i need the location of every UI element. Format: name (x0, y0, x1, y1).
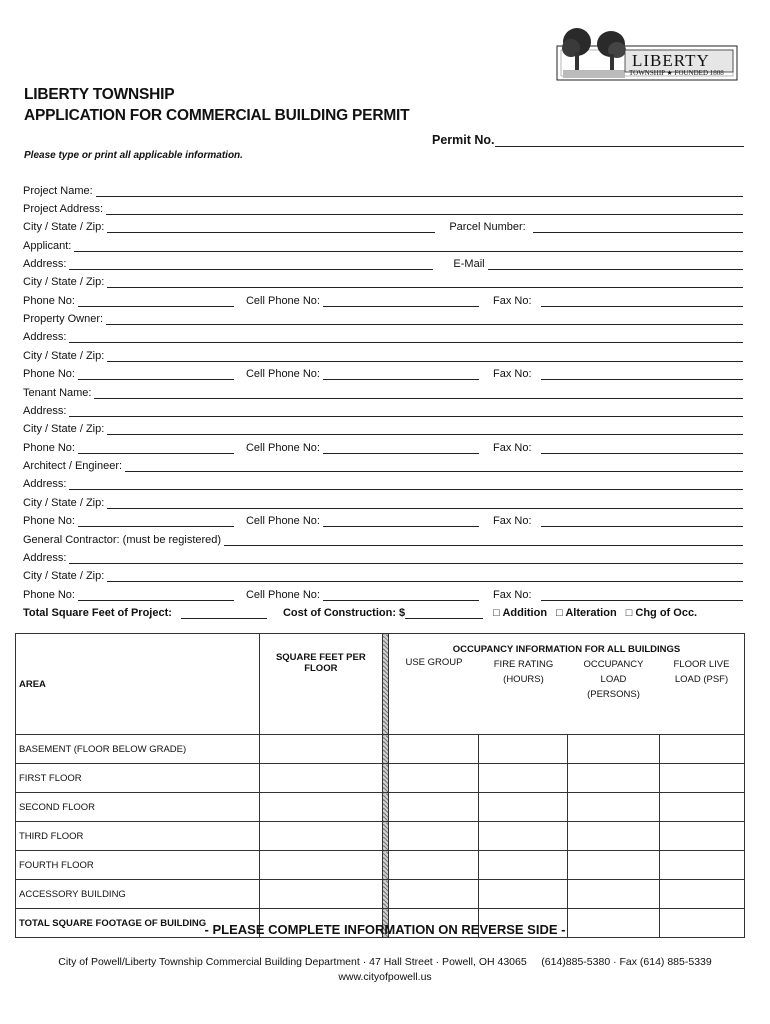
sqft-header: SQUARE FEET PER FLOOR (259, 634, 382, 735)
row-label: FOURTH FLOOR (16, 851, 260, 880)
row-label: SECOND FLOOR (16, 793, 260, 822)
occupancy-load-cell[interactable] (568, 880, 659, 909)
project-summary-row (23, 602, 743, 619)
architect-city-input[interactable] (107, 496, 743, 509)
applicant-row (23, 235, 743, 252)
email-input[interactable] (488, 257, 743, 270)
fire-rating-cell[interactable] (479, 764, 568, 793)
floor-live-load-cell[interactable] (659, 822, 744, 851)
use-group-header: USE GROUP (405, 657, 463, 668)
tenant-city-row (23, 418, 743, 435)
owner-fax-input[interactable] (541, 367, 744, 380)
city-state-zip-label: City / State / Zip: (23, 276, 105, 288)
architect-label: Architect / Engineer: (23, 460, 123, 472)
logo-tagline: TOWNSHIP ★ FOUNDED 1808 (629, 69, 724, 77)
property-owner-label: Property Owner: (23, 313, 104, 325)
floor-live-load-header: FLOOR LIVE LOAD (PSF) (673, 659, 730, 685)
township-title: LIBERTY TOWNSHIP (24, 86, 175, 103)
cell-phone-label: Cell Phone No: (245, 295, 320, 307)
applicant-city-row (23, 271, 743, 288)
contractor-input[interactable] (224, 533, 743, 546)
permit-number-line[interactable] (495, 133, 744, 147)
row-label: BASEMENT (FLOOR BELOW GRADE) (16, 735, 260, 764)
contractor-phone-input[interactable] (78, 588, 234, 601)
logo-name: LIBERTY (632, 51, 710, 70)
property-owner-row (23, 308, 743, 325)
sqft-cell[interactable] (259, 793, 382, 822)
fax-label: Fax No: (492, 442, 532, 454)
use-group-cell[interactable] (388, 764, 478, 793)
architect-phone-input[interactable] (78, 514, 234, 527)
occupancy-table (15, 633, 745, 938)
address-label: Address: (23, 331, 67, 343)
address-label: Address: (23, 478, 67, 490)
applicant-label: Applicant: (23, 240, 72, 252)
owner-city-row (23, 345, 743, 362)
fire-rating-cell[interactable] (479, 793, 568, 822)
total-sqft-input[interactable] (181, 606, 267, 619)
fax-label: Fax No: (492, 295, 532, 307)
phone-label: Phone No: (23, 442, 75, 454)
use-group-cell[interactable] (388, 822, 478, 851)
project-city-input[interactable] (107, 220, 435, 233)
fax-label: Fax No: (492, 515, 532, 527)
form-title: APPLICATION FOR COMMERCIAL BUILDING PERMIT (24, 107, 410, 124)
area-header: AREA (16, 634, 260, 735)
sqft-cell[interactable] (259, 851, 382, 880)
property-owner-input[interactable] (106, 312, 743, 325)
applicant-city-input[interactable] (107, 275, 743, 288)
occupancy-header-group (388, 634, 744, 735)
project-name-input[interactable] (96, 184, 743, 197)
architect-city-row (23, 492, 743, 509)
cell-phone-label: Cell Phone No: (245, 515, 320, 527)
owner-address-row (23, 326, 743, 343)
phone-label: Phone No: (23, 515, 75, 527)
table-row (16, 735, 745, 764)
table-row (16, 822, 745, 851)
use-group-cell[interactable] (388, 793, 478, 822)
project-address-input[interactable] (106, 202, 743, 215)
occupancy-load-cell[interactable] (568, 764, 659, 793)
addition-checkbox[interactable]: □ Addition (493, 607, 548, 619)
applicant-address-input[interactable] (69, 257, 433, 270)
permit-number-field[interactable] (432, 131, 744, 147)
address-label: Address: (23, 552, 67, 564)
total-sqft-label: Total Square Feet of Project: (23, 607, 172, 619)
project-name-row (23, 180, 743, 197)
reverse-side-note: - PLEASE COMPLETE INFORMATION ON REVERSE SIDE - (204, 922, 566, 937)
owner-phone-input[interactable] (78, 367, 234, 380)
footer-address: City of Powell/Liberty Township Commercial Building Department · 47 Hall Street · Powell, OH 43065 (614)885-5380 · Fax (614) 885-5339 (58, 956, 712, 968)
table-row (16, 880, 745, 909)
occupancy-title: OCCUPANCY INFORMATION FOR ALL BUILDINGS (452, 644, 681, 655)
sqft-cell[interactable] (259, 822, 382, 851)
floor-live-load-cell[interactable] (659, 851, 744, 880)
owner-city-input[interactable] (107, 349, 743, 362)
owner-address-input[interactable] (69, 330, 743, 343)
row-label: FIRST FLOOR (16, 764, 260, 793)
project-address-row (23, 198, 743, 215)
sqft-cell[interactable] (259, 764, 382, 793)
fire-rating-header: FIRE RATING (HOURS) (493, 659, 554, 685)
liberty-township-logo (555, 26, 740, 84)
project-address-label: Project Address: (23, 203, 104, 215)
architect-input[interactable] (125, 459, 743, 472)
contractor-cell-input[interactable] (323, 588, 479, 601)
change-of-occupancy-checkbox[interactable]: □ Chg of Occ. (625, 607, 698, 619)
contractor-city-row (23, 565, 743, 582)
floor-live-load-cell[interactable] (659, 793, 744, 822)
cell-phone-label: Cell Phone No: (245, 442, 320, 454)
table-row (16, 764, 745, 793)
tenant-cell-input[interactable] (323, 441, 479, 454)
tenant-name-input[interactable] (94, 386, 743, 399)
floor-live-load-cell[interactable] (659, 735, 744, 764)
applicant-phone-input[interactable] (78, 294, 234, 307)
contractor-address-row (23, 547, 743, 564)
cost-label: Cost of Construction: $ (282, 607, 406, 619)
instructions: Please type or print all applicable information. (24, 150, 243, 161)
applicant-cell-input[interactable] (323, 294, 479, 307)
fax-label: Fax No: (492, 589, 532, 601)
tenant-city-input[interactable] (107, 422, 743, 435)
applicant-input[interactable] (74, 239, 743, 252)
parcel-number-label: Parcel Number: (449, 221, 526, 233)
fire-rating-cell[interactable] (479, 880, 568, 909)
use-group-cell[interactable] (388, 851, 478, 880)
architect-phone-row (23, 510, 743, 527)
occupancy-load-header: OCCUPANCY LOAD (PERSONS) (583, 659, 644, 700)
use-group-cell[interactable] (388, 880, 478, 909)
tenant-name-row (23, 382, 743, 399)
owner-cell-input[interactable] (323, 367, 479, 380)
contractor-phone-row (23, 584, 743, 601)
city-state-zip-label: City / State / Zip: (23, 423, 105, 435)
contractor-address-input[interactable] (69, 551, 743, 564)
contractor-fax-input[interactable] (541, 588, 744, 601)
applicant-address-row (23, 253, 743, 270)
contractor-city-input[interactable] (107, 569, 743, 582)
sqft-cell[interactable] (259, 735, 382, 764)
permit-number-label: Permit No. (432, 133, 495, 147)
fax-label: Fax No: (492, 368, 532, 380)
table-row (16, 793, 745, 822)
fire-rating-cell[interactable] (479, 735, 568, 764)
phone-label: Phone No: (23, 295, 75, 307)
architect-row (23, 455, 743, 472)
city-state-zip-label: City / State / Zip: (23, 497, 105, 509)
occupancy-load-cell[interactable] (568, 793, 659, 822)
contractor-label: General Contractor: (must be registered) (23, 534, 222, 546)
phone-label: Phone No: (23, 368, 75, 380)
tenant-phone-input[interactable] (78, 441, 234, 454)
tenant-address-row (23, 400, 743, 417)
project-name-label: Project Name: (23, 185, 93, 197)
table-row (16, 851, 745, 880)
contractor-row (23, 529, 743, 546)
sqft-cell[interactable] (259, 880, 382, 909)
architect-address-row (23, 473, 743, 490)
architect-address-input[interactable] (69, 477, 743, 490)
occupancy-load-cell[interactable] (568, 735, 659, 764)
architect-fax-input[interactable] (541, 514, 744, 527)
applicant-fax-input[interactable] (541, 294, 744, 307)
email-label: E-Mail (453, 258, 485, 270)
tenant-address-input[interactable] (69, 404, 743, 417)
tenant-name-label: Tenant Name: (23, 387, 92, 399)
row-label: ACCESSORY BUILDING (16, 880, 260, 909)
floor-live-load-cell[interactable] (659, 880, 744, 909)
project-city-row (23, 216, 743, 233)
parcel-number-input[interactable] (533, 220, 743, 233)
use-group-cell[interactable] (388, 735, 478, 764)
applicant-phone-row (23, 290, 743, 307)
city-state-zip-label: City / State / Zip: (23, 350, 105, 362)
cost-input[interactable] (405, 606, 483, 619)
occupancy-load-cell[interactable] (568, 822, 659, 851)
table-header-row (16, 634, 745, 735)
footer-website[interactable]: www.cityofpowell.us (338, 971, 432, 983)
city-state-zip-label: City / State / Zip: (23, 221, 105, 233)
phone-label: Phone No: (23, 589, 75, 601)
floor-live-load-cell[interactable] (659, 764, 744, 793)
architect-cell-input[interactable] (323, 514, 479, 527)
row-label: TOTAL SQUARE FOOTAGE OF BUILDING (16, 909, 260, 938)
tenant-phone-row (23, 437, 743, 454)
row-label: THIRD FLOOR (16, 822, 260, 851)
city-state-zip-label: City / State / Zip: (23, 570, 105, 582)
alteration-checkbox[interactable]: □ Alteration (556, 607, 617, 619)
tenant-fax-input[interactable] (541, 441, 744, 454)
fire-rating-cell[interactable] (479, 822, 568, 851)
fire-rating-cell[interactable] (479, 851, 568, 880)
cell-phone-label: Cell Phone No: (245, 368, 320, 380)
address-label: Address: (23, 405, 67, 417)
owner-phone-row (23, 363, 743, 380)
occupancy-load-cell[interactable] (568, 851, 659, 880)
address-label: Address: (23, 258, 67, 270)
cell-phone-label: Cell Phone No: (245, 589, 320, 601)
